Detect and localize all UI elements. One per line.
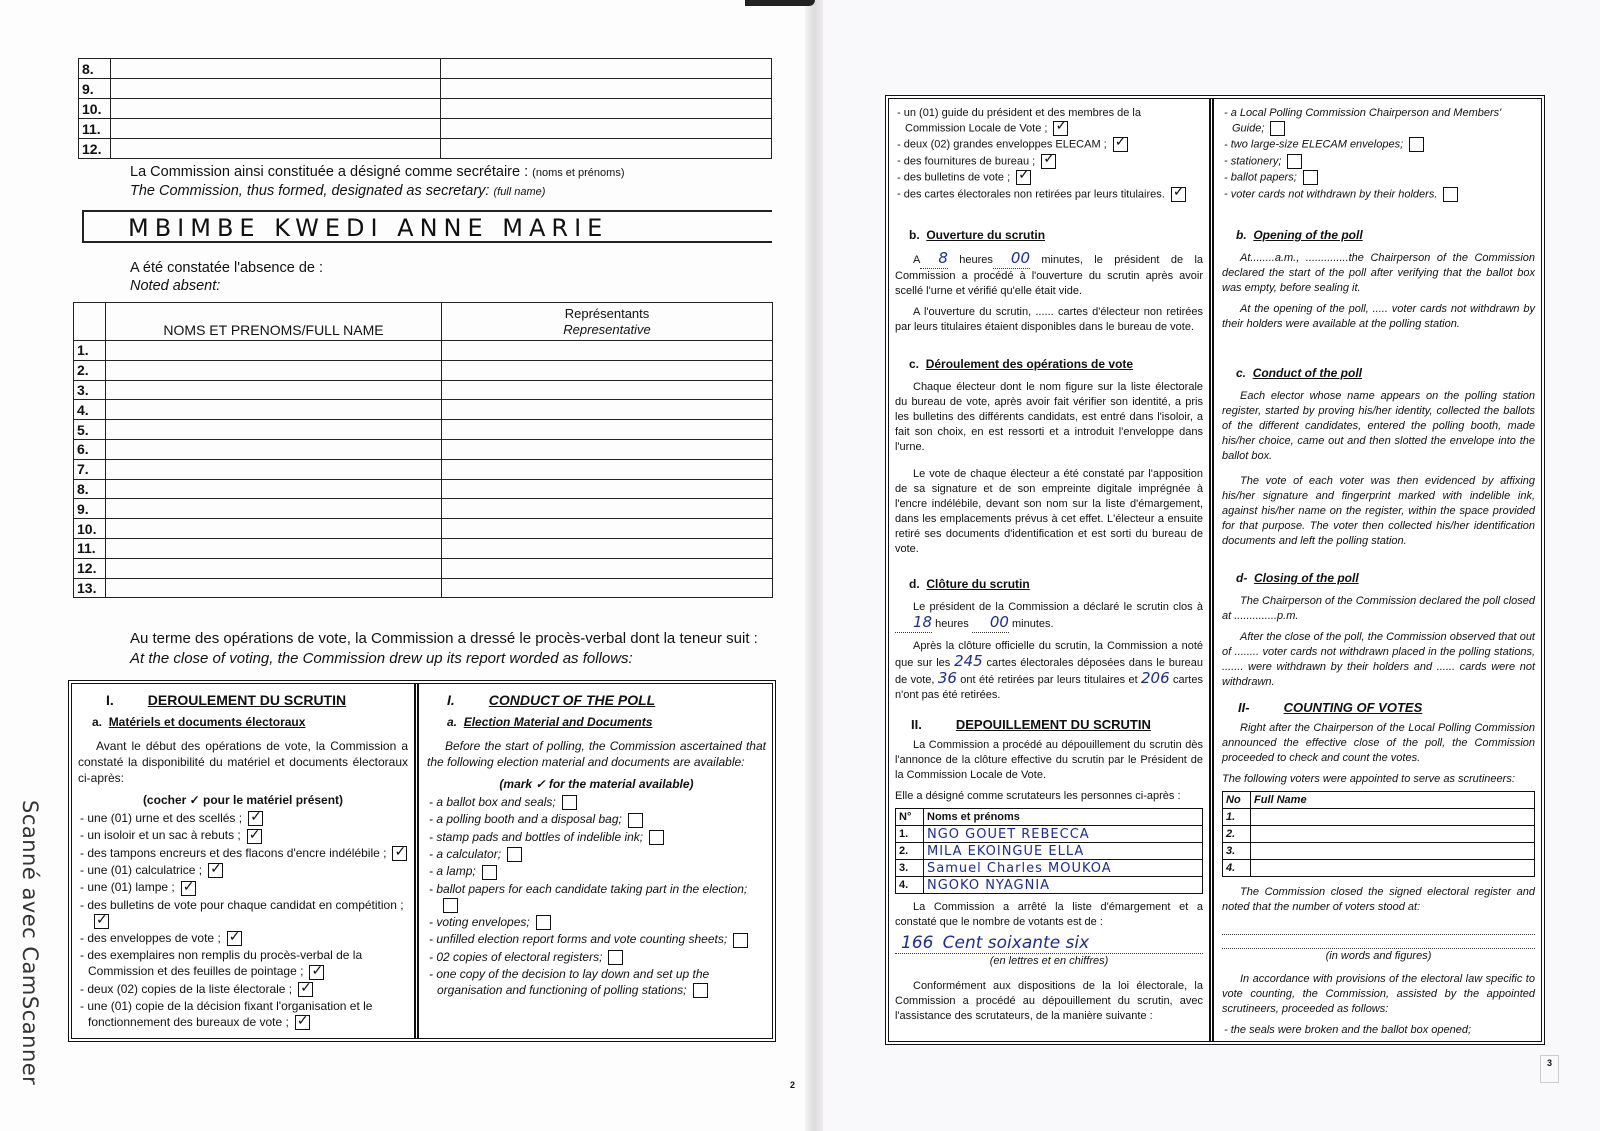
row-number: 2.: [74, 360, 106, 380]
absent-rep-cell[interactable]: [442, 360, 773, 380]
subsection-d-fr: d. Clôture du scrutin: [909, 577, 1030, 592]
scan-edge: [745, 0, 815, 6]
table-row: [74, 519, 773, 539]
material-label: one copy of the decision to lay down and set up the organisation and functioning of polling stations;: [436, 966, 710, 997]
checkbox[interactable]: [649, 830, 664, 845]
material-label: une (01) copie de la décision fixant l'organisation et le fonctionnement des bureaux de vote ;: [87, 998, 373, 1029]
absent-rep-cell[interactable]: [442, 400, 773, 420]
scrutineer-name-cell[interactable]: [1251, 809, 1535, 826]
material-item: [427, 811, 766, 827]
material-item: [1222, 170, 1535, 185]
final-item-en: - the seals were broken and the ballot box opened;: [1222, 1023, 1535, 1038]
row-number: 2.: [896, 843, 924, 860]
absent-name-cell[interactable]: [106, 360, 442, 380]
materials-list-en-continued: [1222, 106, 1535, 202]
table-row: [74, 558, 773, 578]
absent-rep-cell[interactable]: [442, 578, 773, 598]
counting-p1-en: Right after the Chairperson of the Local Polling Commission announced the effective close of the poll, the Commission proceeded to check and count the votes.: [1222, 722, 1535, 765]
absent-rep-cell[interactable]: [442, 380, 773, 400]
member-role-cell[interactable]: [441, 59, 772, 79]
absent-name-cell[interactable]: [106, 400, 442, 420]
absent-name-cell[interactable]: [106, 420, 442, 440]
material-item: [78, 810, 408, 826]
secretary-label-fr: La Commission ainsi constituée a désigné comme secrétaire : (noms et prénoms): [130, 164, 625, 180]
checkbox[interactable]: [1270, 121, 1285, 136]
table-row: [896, 843, 1203, 860]
material-item: [427, 846, 766, 862]
checkbox[interactable]: [733, 933, 748, 948]
secretary-label-en: The Commission, thus formed, designated as secretary: (full name): [130, 183, 546, 199]
table-row: [74, 538, 773, 558]
material-item: [895, 154, 1203, 169]
material-label: ballot papers for each candidate taking part in the election;: [436, 881, 748, 896]
material-item: [1222, 106, 1535, 136]
table-row: [74, 479, 773, 499]
material-label: des tampons encreurs et des flacons d'encre indélébile ;: [87, 845, 387, 860]
scrutineer-name-cell[interactable]: Samuel Charles MOUKOA: [924, 860, 1203, 877]
material-item: [895, 187, 1203, 202]
closing-text-fr: Le président de la Commission a déclaré le scrutin clos à 18 heures 00 minutes.: [895, 600, 1203, 633]
checkbox[interactable]: [562, 795, 577, 810]
checkbox[interactable]: [482, 865, 497, 880]
voters-count: 166: [901, 933, 934, 954]
row-number: 8.: [74, 479, 106, 499]
subsection-b-en: b. Opening of the poll: [1236, 228, 1363, 243]
section2-heading-fr: II. DEPOUILLEMENT DU SCRUTIN: [911, 717, 1151, 733]
row-number: 9.: [79, 79, 111, 99]
absent-label-fr: A été constatée l'absence de :: [130, 260, 324, 276]
materials-list-en: [427, 794, 766, 998]
report-intro-fr: Au terme des opérations de vote, la Commission a dressé le procès-verbal dont la teneur suit :: [130, 630, 758, 647]
scrutineers-table-en: No Full Name 1. 2. 3. 4.: [1222, 791, 1535, 877]
material-label: ballot papers;: [1230, 171, 1297, 184]
material-label: stamp pads and bottles of indelible ink;: [436, 829, 644, 844]
absent-table: [73, 302, 773, 598]
table-row: [74, 360, 773, 380]
row-number: 4.: [896, 877, 924, 894]
section-heading-fr: I. DEROULEMENT DU SCRUTIN: [106, 692, 347, 708]
section-heading-en: I. CONDUCT OF THE POLL: [447, 692, 656, 708]
member-name-cell[interactable]: [111, 79, 441, 99]
table-row: [1223, 860, 1535, 877]
row-number: 3.: [1223, 843, 1251, 860]
absent-name-cell[interactable]: [106, 499, 442, 519]
closing-minutes-fr[interactable]: 00: [989, 613, 1009, 632]
table-row: [74, 439, 773, 459]
checkbox[interactable]: [507, 847, 522, 862]
scrutineers-table-fr: N° Noms et prénoms 1. NGO GOUET REBECCA 2. MILA EKOINGUE ELLA 3. Samuel Charles MOUKOA 4. NGOKO NYAGNIA: [895, 808, 1203, 894]
table-row: [79, 79, 772, 99]
cards-deposited[interactable]: 245: [954, 652, 983, 671]
absent-rep-cell[interactable]: [442, 538, 773, 558]
material-item: [427, 931, 766, 947]
material-label: une (01) urne et des scellés ;: [87, 811, 243, 825]
checkbox[interactable]: [298, 982, 313, 997]
member-name-cell[interactable]: [111, 99, 441, 119]
material-label: 02 copies of electoral registers;: [436, 949, 603, 964]
section2-heading-en: II- COUNTING OF VOTES: [1238, 700, 1423, 716]
material-label: voting envelopes;: [436, 914, 530, 929]
material-item: [1222, 137, 1535, 152]
checkbox[interactable]: [392, 846, 407, 861]
row-number: 12.: [74, 558, 106, 578]
checkbox[interactable]: [1171, 187, 1186, 202]
material-item: [427, 949, 766, 965]
page-number-left: 2: [790, 1080, 796, 1090]
voters-field-en-1[interactable]: [1222, 921, 1535, 935]
opening-p1-en: At........a.m., ..............the Chairperson of the Commission declared the start of the poll after verifying that the ballot box was empty, before sealing it.: [1222, 252, 1535, 295]
row-number: 12.: [79, 139, 111, 159]
subsection-a-fr: a. Matériels et documents électoraux: [92, 715, 306, 729]
material-label: deux (02) grandes enveloppes ELECAM ;: [903, 138, 1107, 151]
closing-p1-en: The Chairperson of the Commission declared the poll closed at ..............p.m.: [1222, 595, 1535, 623]
row-number: 6.: [74, 439, 106, 459]
conduct-p2-en: The vote of each voter was then evidenced by affixing his/her signature and fingerprint marked with indelible ink, against his/her name on the register, within the space provided for that purpose. The voter then collected his/her identification documents and left the polling station.: [1222, 475, 1535, 548]
absent-rep-cell[interactable]: [442, 519, 773, 539]
material-label: des bulletins de vote pour chaque candidat en compétition ;: [87, 897, 404, 912]
material-item: [427, 863, 766, 879]
checkbox[interactable]: [295, 1015, 310, 1030]
checkbox[interactable]: [1287, 154, 1302, 169]
checkbox[interactable]: [536, 915, 551, 930]
subsection-d-en: d- Closing of the poll: [1236, 571, 1359, 586]
scrutineer-name-cell[interactable]: NGO GOUET REBECCA: [924, 826, 1203, 843]
material-label: voter cards not withdrawn by their holders.: [1230, 188, 1438, 201]
materials-instruction-fr: (cocher ✓ pour le matériel présent): [142, 793, 344, 807]
voters-hint-fr: (en lettres et en chiffres): [989, 955, 1109, 968]
material-label: a Local Polling Commission Chairperson and Members' Guide;: [1230, 107, 1502, 135]
absent-rep-cell[interactable]: [442, 499, 773, 519]
checkbox[interactable]: [1409, 137, 1424, 152]
row-number: 3.: [896, 860, 924, 877]
closing-p2-en: After the close of the poll, the Commission observed that out of ........ voter cards not withdrawn placed in the polling stations, ....... were withdrawn by their holders and ...... cards were not withdrawn.: [1222, 631, 1535, 689]
material-item: [78, 998, 408, 1030]
row-number: 9.: [74, 499, 106, 519]
row-number: 1.: [896, 826, 924, 843]
voters-p-en: The Commission closed the signed electoral register and noted that the number of voters stood at:: [1222, 886, 1535, 914]
material-label: two large-size ELECAM envelopes;: [1230, 138, 1404, 151]
material-label: a calculator;: [436, 846, 502, 861]
material-item: [1222, 154, 1535, 169]
scrutineer-name-cell[interactable]: NGOKO NYAGNIA: [924, 877, 1203, 894]
fr-column-right: [889, 99, 1209, 1041]
counting-p1-fr: La Commission a procédé au dépouillement du scrutin dès l'annonce de la clôture effective du scrutin par le Président de la Commission Locale de Vote.: [895, 739, 1203, 782]
material-item: [78, 879, 408, 895]
material-label: a polling booth and a disposal bag;: [436, 812, 622, 827]
absent-col-name: NOMS ET PRENOMS/FULL NAME: [106, 303, 442, 341]
member-role-cell[interactable]: [441, 99, 772, 119]
counting-p2-en: The following voters were appointed to serve as scrutineers:: [1222, 773, 1515, 786]
row-number: 13.: [74, 578, 106, 598]
row-number: 4.: [1223, 860, 1251, 877]
table-row: [79, 59, 772, 79]
row-number: 7.: [74, 459, 106, 479]
material-item: [427, 794, 766, 810]
row-number: 8.: [79, 59, 111, 79]
material-label: une (01) calculatrice ;: [87, 862, 203, 877]
absent-name-cell[interactable]: [106, 538, 442, 558]
row-number: 10.: [79, 99, 111, 119]
material-item: [78, 827, 408, 843]
en-column: [421, 684, 772, 1038]
absent-rep-cell[interactable]: [442, 459, 773, 479]
absent-name-cell[interactable]: [106, 341, 442, 361]
absent-name-cell[interactable]: [106, 439, 442, 459]
opening-hours-fr[interactable]: 8: [938, 249, 948, 268]
book-spine: [805, 0, 823, 1131]
material-item: [78, 947, 408, 979]
material-item: [895, 170, 1203, 185]
checkbox[interactable]: [693, 983, 708, 998]
material-label: un isoloir et un sac à rebuts ;: [87, 828, 241, 843]
opening-cards-fr: A l'ouverture du scrutin, ...... cartes d'électeur non retirées par leurs titulaires étaient disponibles dans le bureau de vote.: [895, 306, 1203, 334]
material-item: [427, 914, 766, 930]
material-label: des enveloppes de vote ;: [87, 930, 221, 945]
counting-p2-fr: Elle a désigné comme scrutateurs les personnes ci-après :: [895, 790, 1181, 803]
checkbox[interactable]: [248, 811, 263, 826]
materials-intro-fr: Avant le début des opérations de vote, la Commission a constaté la disponibilité du matériel et documents électoraux ci-après:: [78, 739, 408, 785]
material-item: [78, 897, 408, 929]
row-number: 2.: [1223, 826, 1251, 843]
material-item: [78, 981, 408, 997]
opening-p2-en: At the opening of the poll, ..... voter cards not withdrawn by their holders were available at the polling station.: [1222, 303, 1535, 331]
subsection-b-fr: b. Ouverture du scrutin: [909, 228, 1046, 243]
checkbox[interactable]: [1303, 170, 1318, 185]
member-role-cell[interactable]: [441, 139, 772, 159]
row-number: 10.: [74, 519, 106, 539]
absent-name-cell[interactable]: [106, 519, 442, 539]
material-label: des cartes électorales non retirées par leurs titulaires.: [903, 188, 1165, 201]
table-row: [896, 826, 1203, 843]
secretary-name-field[interactable]: [82, 210, 772, 243]
absent-col-num: [74, 303, 106, 341]
absent-rep-cell[interactable]: [442, 479, 773, 499]
column-divider: [414, 684, 419, 1038]
table-row: [1223, 809, 1535, 826]
material-label: des bulletins de vote ;: [903, 171, 1011, 184]
voters-count-field[interactable]: [895, 933, 1203, 954]
subsection-c-fr: c. Déroulement des opérations de vote: [909, 357, 1134, 372]
checkbox[interactable]: [309, 965, 324, 980]
material-label: une (01) lampe ;: [87, 880, 175, 895]
closing-hours-fr[interactable]: 18: [913, 613, 933, 632]
conduct-p1-fr: Chaque électeur dont le nom figure sur la liste électorale du bureau de vote, après avoir fait vérifier son identité, a pris les bulletins des différents candidats, est entré dans l'isoloir, a fait son choix, en est ressorti et a introduit l'enveloppe dans l'urne.: [895, 381, 1203, 454]
member-role-cell[interactable]: [441, 119, 772, 139]
camscanner-watermark: Scanné avec CamScanner: [18, 800, 42, 1086]
material-label: un (01) guide du président et des membres de la Commission Locale de Vote ;: [903, 107, 1141, 135]
checkbox[interactable]: [181, 881, 196, 896]
material-label: a ballot box and seals;: [436, 795, 556, 809]
material-label: stationery;: [1230, 155, 1282, 168]
subsection-a-en: a. Election Material and Documents: [447, 715, 653, 729]
row-number: 1.: [74, 341, 106, 361]
opening-minutes-fr[interactable]: 00: [1010, 249, 1030, 268]
scrutineer-name-cell[interactable]: [1251, 826, 1535, 843]
table-row: [74, 400, 773, 420]
checkbox[interactable]: [1053, 121, 1068, 136]
checkbox[interactable]: [1016, 170, 1031, 185]
voters-words: Cent soixante six: [942, 933, 1090, 954]
materials-intro-en: Before the start of polling, the Commission ascertained that the following election material and documents are available:: [427, 739, 766, 769]
conduct-p1-en: Each elector whose name appears on the polling station register, started by proving his/her identity, collected the ballots of the different candidates, entered the polling booth, made his/her choice, came out and then slotted the envelope into the ballot box.: [1222, 390, 1535, 463]
material-item: [78, 930, 408, 946]
voters-field-en-2[interactable]: [1222, 935, 1535, 949]
material-label: des exemplaires non remplis du procès-verbal de la Commission et des feuilles de pointage ;: [87, 948, 363, 979]
table-row: [79, 99, 772, 119]
cards-not-withdrawn[interactable]: 206: [1141, 669, 1170, 688]
checkbox[interactable]: [628, 813, 643, 828]
secretary-name-value: MBIMBE KWEDI ANNE MARIE: [128, 214, 609, 242]
conduct-p2-fr: Le vote de chaque électeur a été constaté par l'apposition de sa signature et de son empreinte digitale imprégnée à l'encre indélébile, devant son nom sur la liste d'émargement, dans les emplacements prévus à cet effet. L'électeur a ensuite retiré ses documents d'identification et est sorti du bureau de vote.: [895, 468, 1203, 556]
material-label: des fournitures de bureau ;: [903, 155, 1036, 168]
table-row: [896, 877, 1203, 894]
table-row: [1223, 826, 1535, 843]
material-item: [895, 106, 1203, 136]
opening-text-fr: A 8 heures 00 minutes, le président de la Commission a procédé à l'ouverture du scrutin après avoir scellé l'urne et vérifié qu'elle était vide.: [895, 249, 1204, 298]
checkbox[interactable]: [247, 829, 262, 844]
table-row: [74, 459, 773, 479]
row-number: 11.: [79, 119, 111, 139]
table-row: [79, 139, 772, 159]
voters-p-fr: La Commission a arrêté la liste d'émargement et a constaté que le nombre de votants est de :: [895, 901, 1203, 929]
checkbox[interactable]: [1041, 154, 1056, 169]
scrutineer-name-cell[interactable]: MILA EKOINGUE ELLA: [924, 843, 1203, 860]
material-item: [78, 845, 408, 861]
page-number-right: 3: [1540, 1055, 1559, 1083]
absent-rep-cell[interactable]: [442, 439, 773, 459]
absent-label-en: Noted absent:: [130, 278, 221, 294]
absent-name-cell[interactable]: [106, 380, 442, 400]
material-label: deux (02) copies de la liste électorale ;: [87, 981, 293, 996]
cards-withdrawn[interactable]: 36: [937, 669, 957, 688]
fr-column: [72, 684, 414, 1038]
final-p-en: In accordance with provisions of the electoral law specific to vote counting, the Commission, assisted by the appointed scrutineers, proceeded as follows:: [1222, 973, 1535, 1016]
table-row: [896, 860, 1203, 877]
material-label: unfilled election report forms and vote counting sheets;: [436, 932, 728, 947]
material-label: a lamp;: [436, 864, 476, 879]
table-row: [74, 380, 773, 400]
absent-col-rep: Représentants Representative: [442, 303, 773, 341]
materials-list-fr: [78, 810, 408, 1030]
material-item: [427, 829, 766, 845]
conduct-box-left: [68, 680, 776, 1042]
checkbox[interactable]: [608, 950, 623, 965]
closing-cards-fr: Après la clôture officielle du scrutin, la Commission a noté que sur les 245 cartes électorales déposées dans le bureau de vote, 36 ont été retirées par leurs titulaires et 206 cartes n'ont pas été retirées.: [895, 640, 1203, 702]
absent-name-cell[interactable]: [106, 459, 442, 479]
absent-rep-cell[interactable]: [442, 558, 773, 578]
checkbox[interactable]: [443, 898, 458, 913]
member-name-cell[interactable]: [111, 139, 441, 159]
material-item: [1222, 187, 1535, 202]
absent-name-cell[interactable]: [106, 479, 442, 499]
conduct-box-right: [885, 95, 1545, 1045]
row-number: 11.: [74, 538, 106, 558]
absent-rep-cell[interactable]: [442, 420, 773, 440]
scrutineer-name-cell[interactable]: [1251, 843, 1535, 860]
member-role-cell[interactable]: [441, 79, 772, 99]
final-p-fr: Conformément aux dispositions de la loi électorale, la Commission a procédé au dépouillement du scrutin, avec l'assistance des scrutateurs, de la manière suivante :: [895, 980, 1203, 1023]
voters-hint-en: (in words and figures): [1325, 950, 1432, 963]
report-intro-en: At the close of voting, the Commission drew up its report worded as follows:: [130, 650, 633, 667]
table-row: [74, 578, 773, 598]
row-number: 1.: [1223, 809, 1251, 826]
row-number: 3.: [74, 380, 106, 400]
material-item: [427, 881, 766, 913]
checkbox[interactable]: [1113, 137, 1128, 152]
checkbox[interactable]: [94, 914, 109, 929]
absent-name-cell[interactable]: [106, 578, 442, 598]
member-name-cell[interactable]: [111, 119, 441, 139]
material-item: [78, 862, 408, 878]
column-divider-right: [1209, 99, 1214, 1041]
materials-list-fr-continued: [895, 106, 1203, 202]
scrutineer-name-cell[interactable]: [1251, 860, 1535, 877]
members-table-tail: [78, 58, 772, 159]
table-row: [74, 420, 773, 440]
checkbox[interactable]: [208, 863, 223, 878]
absent-name-cell[interactable]: [106, 558, 442, 578]
table-row: [1223, 843, 1535, 860]
en-column-right: [1216, 99, 1541, 1041]
subsection-c-en: c. Conduct of the poll: [1236, 366, 1362, 381]
checkbox[interactable]: [1443, 187, 1458, 202]
material-item: [427, 966, 766, 998]
table-row: [79, 119, 772, 139]
materials-instruction-en: (mark ✓ for the material available): [499, 777, 694, 791]
row-number: 4.: [74, 400, 106, 420]
row-number: 5.: [74, 420, 106, 440]
table-row: [74, 341, 773, 361]
table-row: [74, 499, 773, 519]
member-name-cell[interactable]: [111, 59, 441, 79]
checkbox[interactable]: [227, 931, 242, 946]
absent-rep-cell[interactable]: [442, 341, 773, 361]
